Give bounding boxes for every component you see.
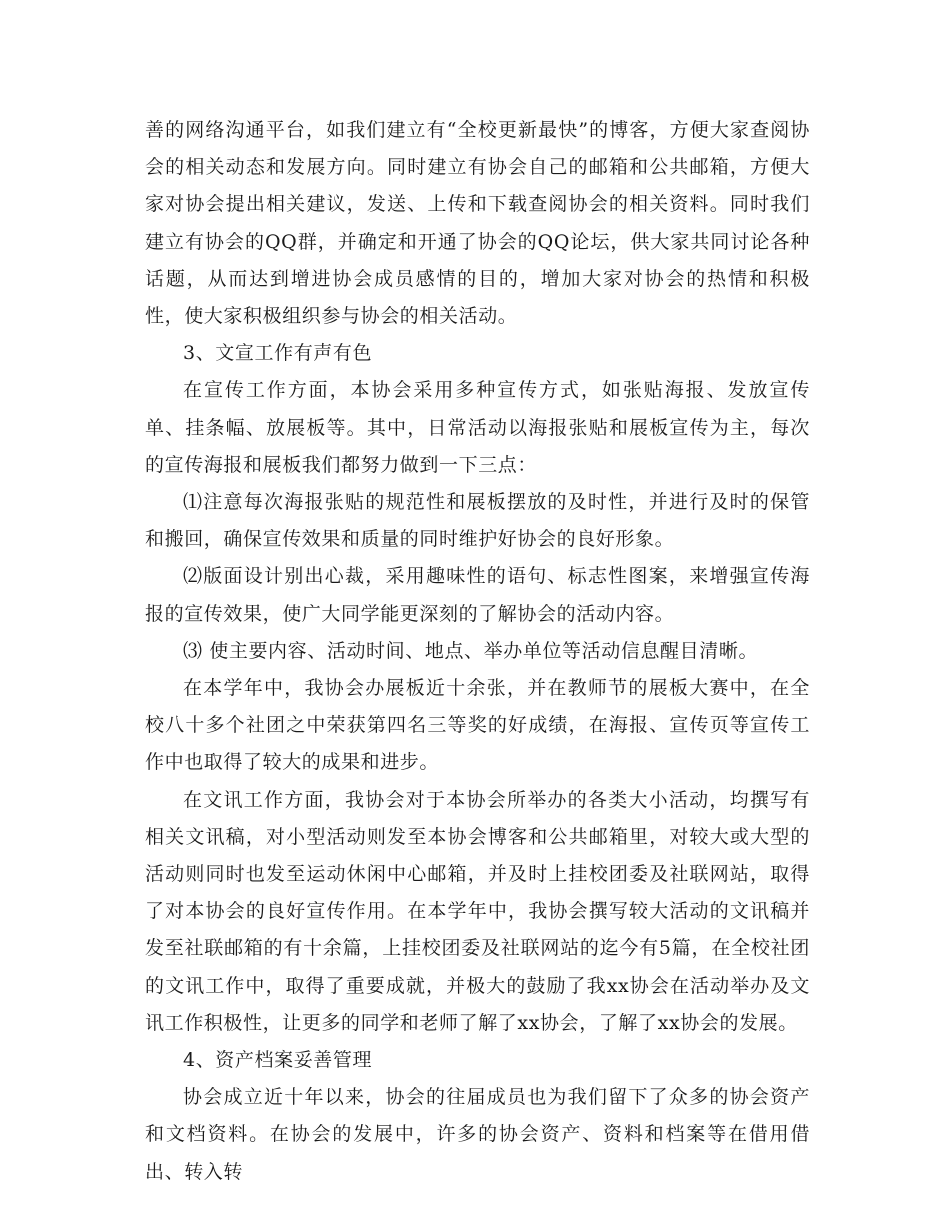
paragraph-news-writing: 在文讯工作方面，我协会对于本协会所举办的各类大小活动，均撰写有相关文讯稿，对小型活动则发至本协会博客和公共邮箱里，对较大或大型的活动则同时也发至运动休闲中心邮箱，并及时上挂校团委及社联网站，取得了对本协会的良好宣传作用。在本学年中，我协会撰写较大活动的文讯稿并发至社联邮箱的有十余篇，上挂校团委及社联网站的迄今有5篇，在全校社团的文讯工作中，取得了重要成就，并极大的鼓励了我xx协会在活动举办及文讯工作积极性，让更多的同学和老师了解了xx协会，了解了xx协会的发展。 <box>145 788 810 1034</box>
paragraph-assets: 协会成立近十年以来，协会的往届成员也为我们留下了众多的协会资产和文档资料。在协会的发展中，许多的协会资产、资料和档案等在借用借出、转入转 <box>145 1086 810 1183</box>
list-item-3: ⑶ 使主要内容、活动时间、地点、举办单位等活动信息醒目清晰。 <box>183 639 759 662</box>
paragraph-continuation: 善的网络沟通平台，如我们建立有“全校更新最快”的博客，方便大家查阅协会的相关动态和发展方向。同时建立有协会自己的邮箱和公共邮箱，方便大家对协会提出相关建议，发送、上传和下载查阅协会的相关资料。同时我们建立有协会的QQ群，并确定和开通了协会的QQ论坛，供大家共同讨论各种话题，从而达到增进协会成员感情的目的，增加大家对协会的热情和积极性，使大家积极组织参与协会的相关活动。 <box>145 119 810 328</box>
list-item-1: ⑴注意每次海报张贴的规范性和展板摆放的及时性，并进行及时的保管和搬回，确保宣传效果和质量的同时维护好协会的良好形象。 <box>145 491 810 551</box>
paragraph-publicity-intro: 在宣传工作方面，本协会采用多种宣传方式，如张贴海报、发放宣传单、挂条幅、放展板等。其中，日常活动以海报张贴和展板宣传为主，每次的宣传海报和展板我们都努力做到一下三点： <box>145 379 810 476</box>
document-body <box>145 112 810 1191</box>
list-item-2: ⑵版面设计别出心裁，采用趣味性的语句、标志性图案，来增强宣传海报的宣传效果，使广大同学能更深刻的了解协会的活动内容。 <box>145 565 810 625</box>
paragraph-exhibition: 在本学年中，我协会办展板近十余张，并在教师节的展板大赛中，在全校八十多个社团之中荣获第四名三等奖的好成绩，在海报、宣传页等宣传工作中也取得了较大的成果和进步。 <box>145 677 810 774</box>
section-heading-3: 3、文宣工作有声有色 <box>183 342 373 365</box>
section-heading-4: 4、资产档案妥善管理 <box>183 1049 373 1072</box>
